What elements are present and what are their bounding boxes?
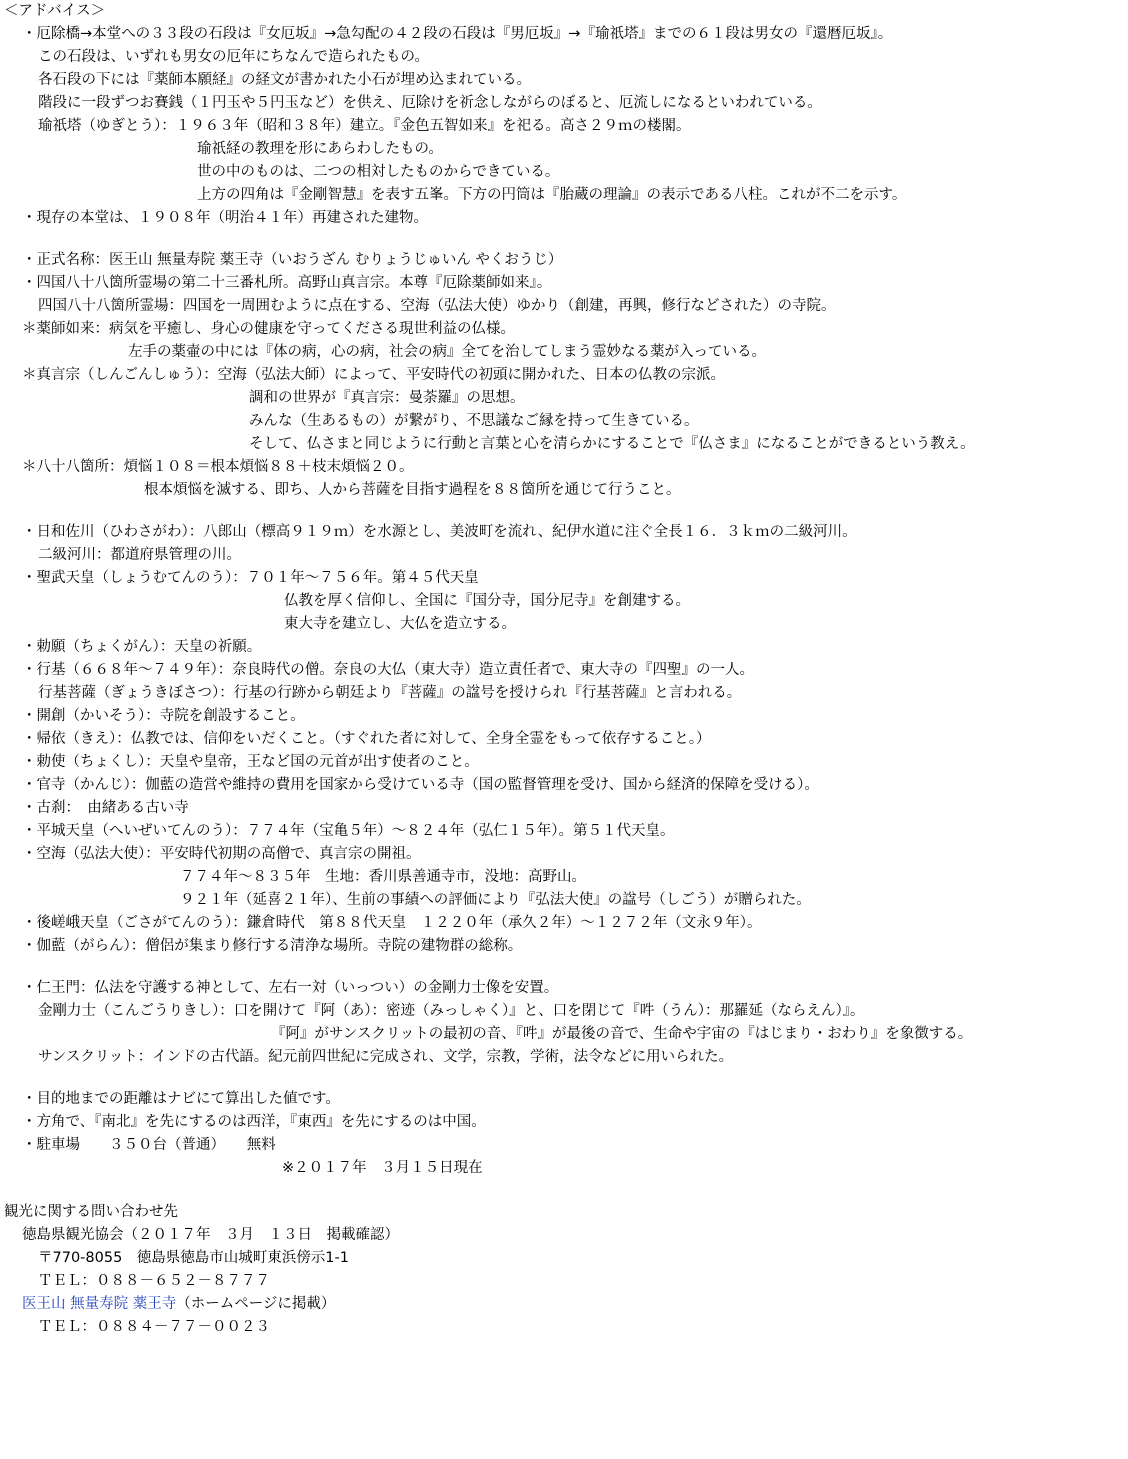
advice-line: サンスクリット：インドの古代語。紀元前四世紀に完成され、文学，宗教，学術，法令などに用いられた。 — [38, 1049, 734, 1065]
contact-tel: ＴＥＬ：０８８－６５２－８７７７ — [38, 1273, 270, 1289]
advice-line: ・厄除橋→本堂への３３段の石段は『女厄坂』→急勾配の４２段の石段は『男厄坂』→『瑜祇塔』までの６１段は男女の『還暦厄坂』。 — [22, 26, 893, 42]
advice-line: 各石段の下には『薬師本願経』の経文が書かれた小石が埋め込まれている。 — [38, 72, 531, 88]
temple-homepage-note: （ホームページに掲載） — [176, 1296, 336, 1312]
advice-line: ・後嵯峨天皇（ごさがてんのう）：鎌倉時代 第８８代天皇 １２２０年（承久２年）～１２７２年（文永９年）。 — [22, 915, 762, 931]
advice-line: ・四国八十八箇所霊場の第二十三番札所。高野山真言宗。本尊『厄除薬師如来』。 — [22, 275, 552, 291]
advice-line: ・勅使（ちょくし）：天皇や皇帝，王など国の元首が出す使者のこと。 — [22, 754, 479, 770]
advice-line: 金剛力士（こんごうりきし）：口を開けて『阿（あ）：密迹（みっしゃく）』と、口を閉じて『吽（うん）：那羅延（ならえん）』。 — [38, 1003, 865, 1019]
advice-line: ７７４年～８３５年 生地：香川県善通寺市，没地：高野山。 — [180, 869, 586, 885]
temple-homepage-link[interactable]: 医王山 無量寿院 薬王寺 — [22, 1296, 177, 1312]
advice-line: 四国八十八箇所霊場：四国を一周囲むように点在する、空海（弘法大使）ゆかり（創建，再興，修行などされた）の寺院。 — [38, 298, 836, 314]
advice-line: 瑜祇塔（ゆぎとう）：１９６３年（昭和３８年）建立。『金色五智如来』を祀る。高さ２９ｍの楼閣。 — [38, 118, 691, 134]
advice-heading: ＜アドバイス＞ — [4, 3, 106, 19]
advice-line: 調和の世界が『真言宗：曼荼羅』の思想。 — [249, 390, 525, 406]
advice-line: 左手の薬壷の中には『体の病，心の病，社会の病』全てを治してしまう霊妙なる薬が入っている。 — [128, 344, 766, 360]
temple-tel: ＴＥＬ：０８８４－７７－００２３ — [38, 1319, 270, 1335]
advice-line: 階段に一段ずつお賽銭（１円玉や５円玉など）を供え、厄除けを祈念しながらのぼると、厄流しになるといわれている。 — [38, 95, 822, 111]
advice-line: ・仁王門：仏法を守護する神として、左右一対（いっつい）の金剛力士像を安置。 — [22, 980, 559, 996]
advice-line: 仏教を厚く信仰し、全国に『国分寺，国分尼寺』を創建する。 — [284, 593, 690, 609]
advice-line: 行基菩薩（ぎょうきぼさつ）：行基の行跡から朝廷より『菩薩』の諡号を授けられ『行基菩薩』と言われる。 — [38, 685, 742, 701]
advice-line: ・正式名称：医王山 無量寿院 薬王寺（いおうざん むりょうじゅいん やくおうじ） — [22, 252, 563, 268]
contact-address: 〒770-8055 徳島県徳島市山城町東浜傍示1-1 — [38, 1250, 349, 1266]
advice-line: ・空海（弘法大使）：平安時代初期の高僧で、真言宗の開祖。 — [22, 846, 421, 862]
advice-line: ・方角で、『南北』を先にするのは西洋，『東西』を先にするのは中国。 — [22, 1114, 486, 1130]
advice-line: ・官寺（かんじ）：伽藍の造営や維持の費用を国家から受けている寺（国の監督管理を受け、国から経済的保障を受ける）。 — [22, 777, 819, 793]
advice-line: 『阿』がサンスクリットの最初の音、『吽』が最後の音で、生命や宇宙の『はじまり・おわり』を象徴する。 — [271, 1026, 973, 1042]
advice-line: 世の中のものは、二つの相対したものからできている。 — [197, 164, 560, 180]
advice-line: ・行基（６６８年～７４９年）：奈良時代の僧。奈良の大仏（東大寺）造立責任者で、東大寺の『四聖』の一人。 — [22, 662, 754, 678]
advice-line: ＊真言宗（しんごんしゅう）：空海（弘法大師）によって、平安時代の初頭に開かれた、日本の仏教の宗派。 — [22, 367, 725, 383]
temple-contact-row — [22, 1295, 335, 1315]
advice-line: ９２１年（延喜２１年）、生前の事績への評価により『弘法大使』の諡号（しごう）が贈られた。 — [180, 892, 811, 908]
advice-line: そして、仏さまと同じように行動と言葉と心を清らかにすることで『仏さま』になることができるという教え。 — [249, 436, 975, 452]
advice-line: ・開創（かいそう）：寺院を創設すること。 — [22, 708, 305, 724]
advice-line: ※２０１７年 ３月１５日現在 — [282, 1160, 483, 1176]
advice-line: みんな（生あるもの）が繋がり、不思議なご縁を持って生きている。 — [249, 413, 699, 429]
advice-line: ・現存の本堂は、１９０８年（明治４１年）再建された建物。 — [22, 210, 428, 226]
advice-line: ・平城天皇（へいぜいてんのう）：７７４年（宝亀５年）～８２４年（弘仁１５年）。第５１代天皇。 — [22, 823, 675, 839]
contact-org: 徳島県観光協会（２０１７年 ３月 １３日 掲載確認） — [22, 1227, 399, 1243]
advice-line: 上方の四角は『金剛智慧』を表す五峯。下方の円筒は『胎蔵の理論』の表示である八柱。これが不二を示す。 — [197, 187, 907, 203]
advice-line: 瑜祇経の教理を形にあらわしたもの。 — [197, 141, 443, 157]
advice-line: ・駐車場 ３５０台（普通） 無料 — [22, 1137, 276, 1153]
advice-line: ・伽藍（がらん）：僧侶が集まり修行する清浄な場所。寺院の建物群の総称。 — [22, 938, 523, 954]
advice-line: ・勅願（ちょくがん）：天皇の祈願。 — [22, 639, 262, 655]
advice-line: ・目的地までの距離はナビにて算出した値です。 — [22, 1091, 340, 1107]
advice-line: ＊八十八箇所：煩悩１０８＝根本煩悩８８＋枝末煩悩２０。 — [22, 459, 414, 475]
advice-line: この石段は、いずれも男女の厄年にちなんで造られたもの。 — [38, 49, 429, 65]
advice-line: ・帰依（きえ）：仏教では、信仰をいだくこと。（すぐれた者に対して、全身全霊をもって依存すること。） — [22, 731, 711, 747]
advice-line: ＊薬師如来：病気を平癒し、身心の健康を守ってくださる現世利益の仏様。 — [22, 321, 515, 337]
advice-line: 東大寺を建立し、大仏を造立する。 — [284, 616, 516, 632]
advice-line: 二級河川：都道府県管理の川。 — [38, 547, 241, 563]
contact-heading: 観光に関する問い合わせ先 — [4, 1204, 178, 1220]
advice-line: ・聖武天皇（しょうむてんのう）：７０１年～７５６年。第４５代天皇 — [22, 570, 479, 586]
advice-line: ・日和佐川（ひわさがわ）：八郎山（標高９１９ｍ）を水源とし、美波町を流れ、紀伊水道に注ぐ全長１６．３ｋｍの二級河川。 — [22, 524, 857, 540]
advice-line: 根本煩悩を滅する、即ち、人から菩薩を目指す過程を８８箇所を通じて行うこと。 — [144, 482, 681, 498]
advice-line: ・古刹： 由緒ある古い寺 — [22, 800, 189, 816]
